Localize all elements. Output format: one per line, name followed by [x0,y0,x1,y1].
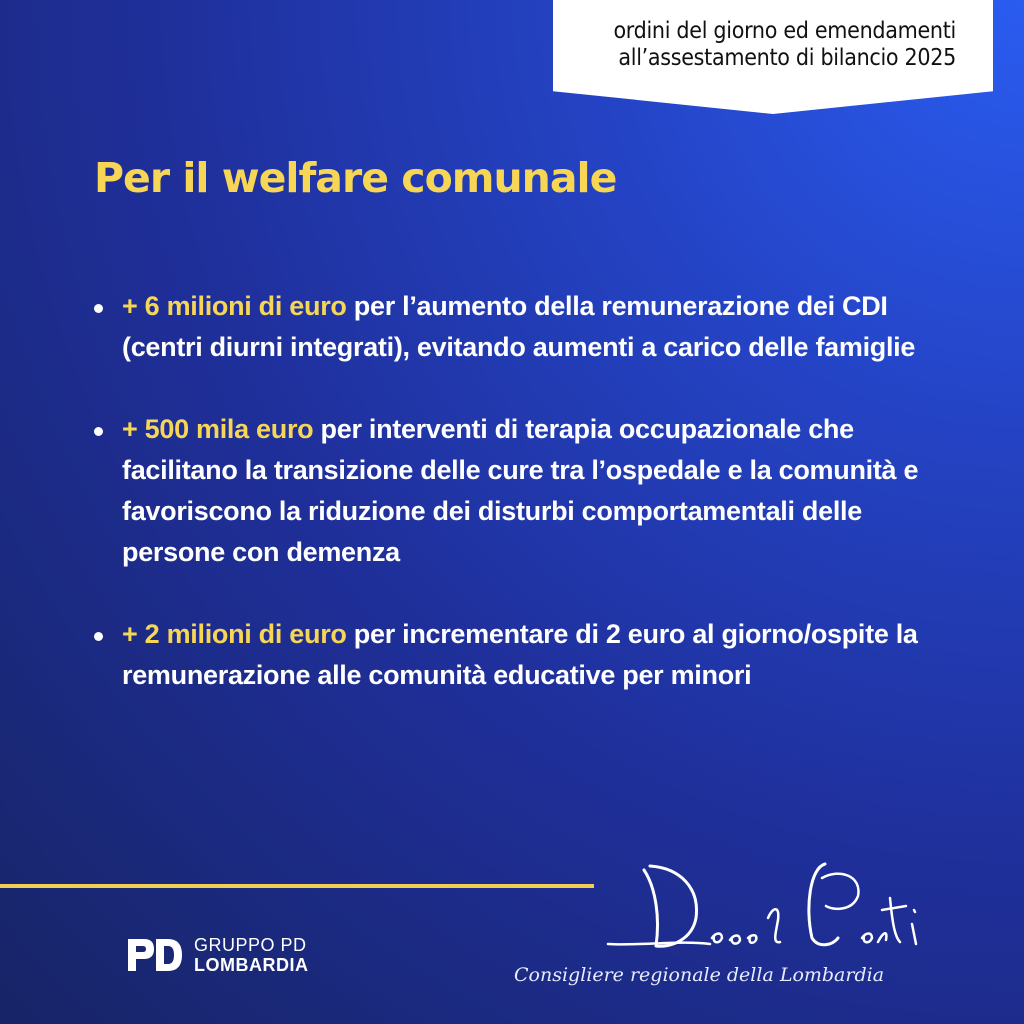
bullet-list [94,286,954,737]
accent-divider [0,884,594,888]
bullet-highlight: + 500 mila euro [122,414,314,444]
logo-line2: LOMBARDIA [194,955,309,975]
bullet-highlight: + 2 milioni di euro [122,619,347,649]
bullet-item [94,409,954,573]
pd-logo [126,933,309,977]
bullet-text: per l’aumento della remunerazione dei CDI (centri diurni integrati), evitando aumenti a carico delle famiglie [122,291,916,362]
pd-logo-text [194,935,309,975]
bullet-item [94,286,954,368]
bullet-text: per incrementare di 2 euro al giorno/ospite la remunerazione alle comunità educative per minori [122,619,918,690]
header-tag-line2: all’assestamento di bilancio 2025 [618,45,956,71]
header-tag-line1: ordini del giorno ed emendamenti [613,18,956,44]
handwritten-signature [600,848,930,968]
page-title: Per il welfare comunale [94,154,617,202]
bullet-dot-icon [94,632,103,641]
bullet-dot-icon [94,427,103,436]
bullet-item [94,614,954,696]
bullet-text: per interventi di terapia occupazionale che facilitano la transizione delle cure tra l’ospedale e la comunità e favoriscono la riduzione dei disturbi comportamentali delle persone con demenza [122,414,919,567]
bullet-highlight: + 6 milioni di euro [122,291,347,321]
bullet-dot-icon [94,304,103,313]
signature-caption: Consigliere regionale della Lombardia [514,964,885,986]
pd-logo-icon [126,935,186,975]
logo-line1: GRUPPO PD [194,935,307,955]
header-tag-text [613,18,956,72]
